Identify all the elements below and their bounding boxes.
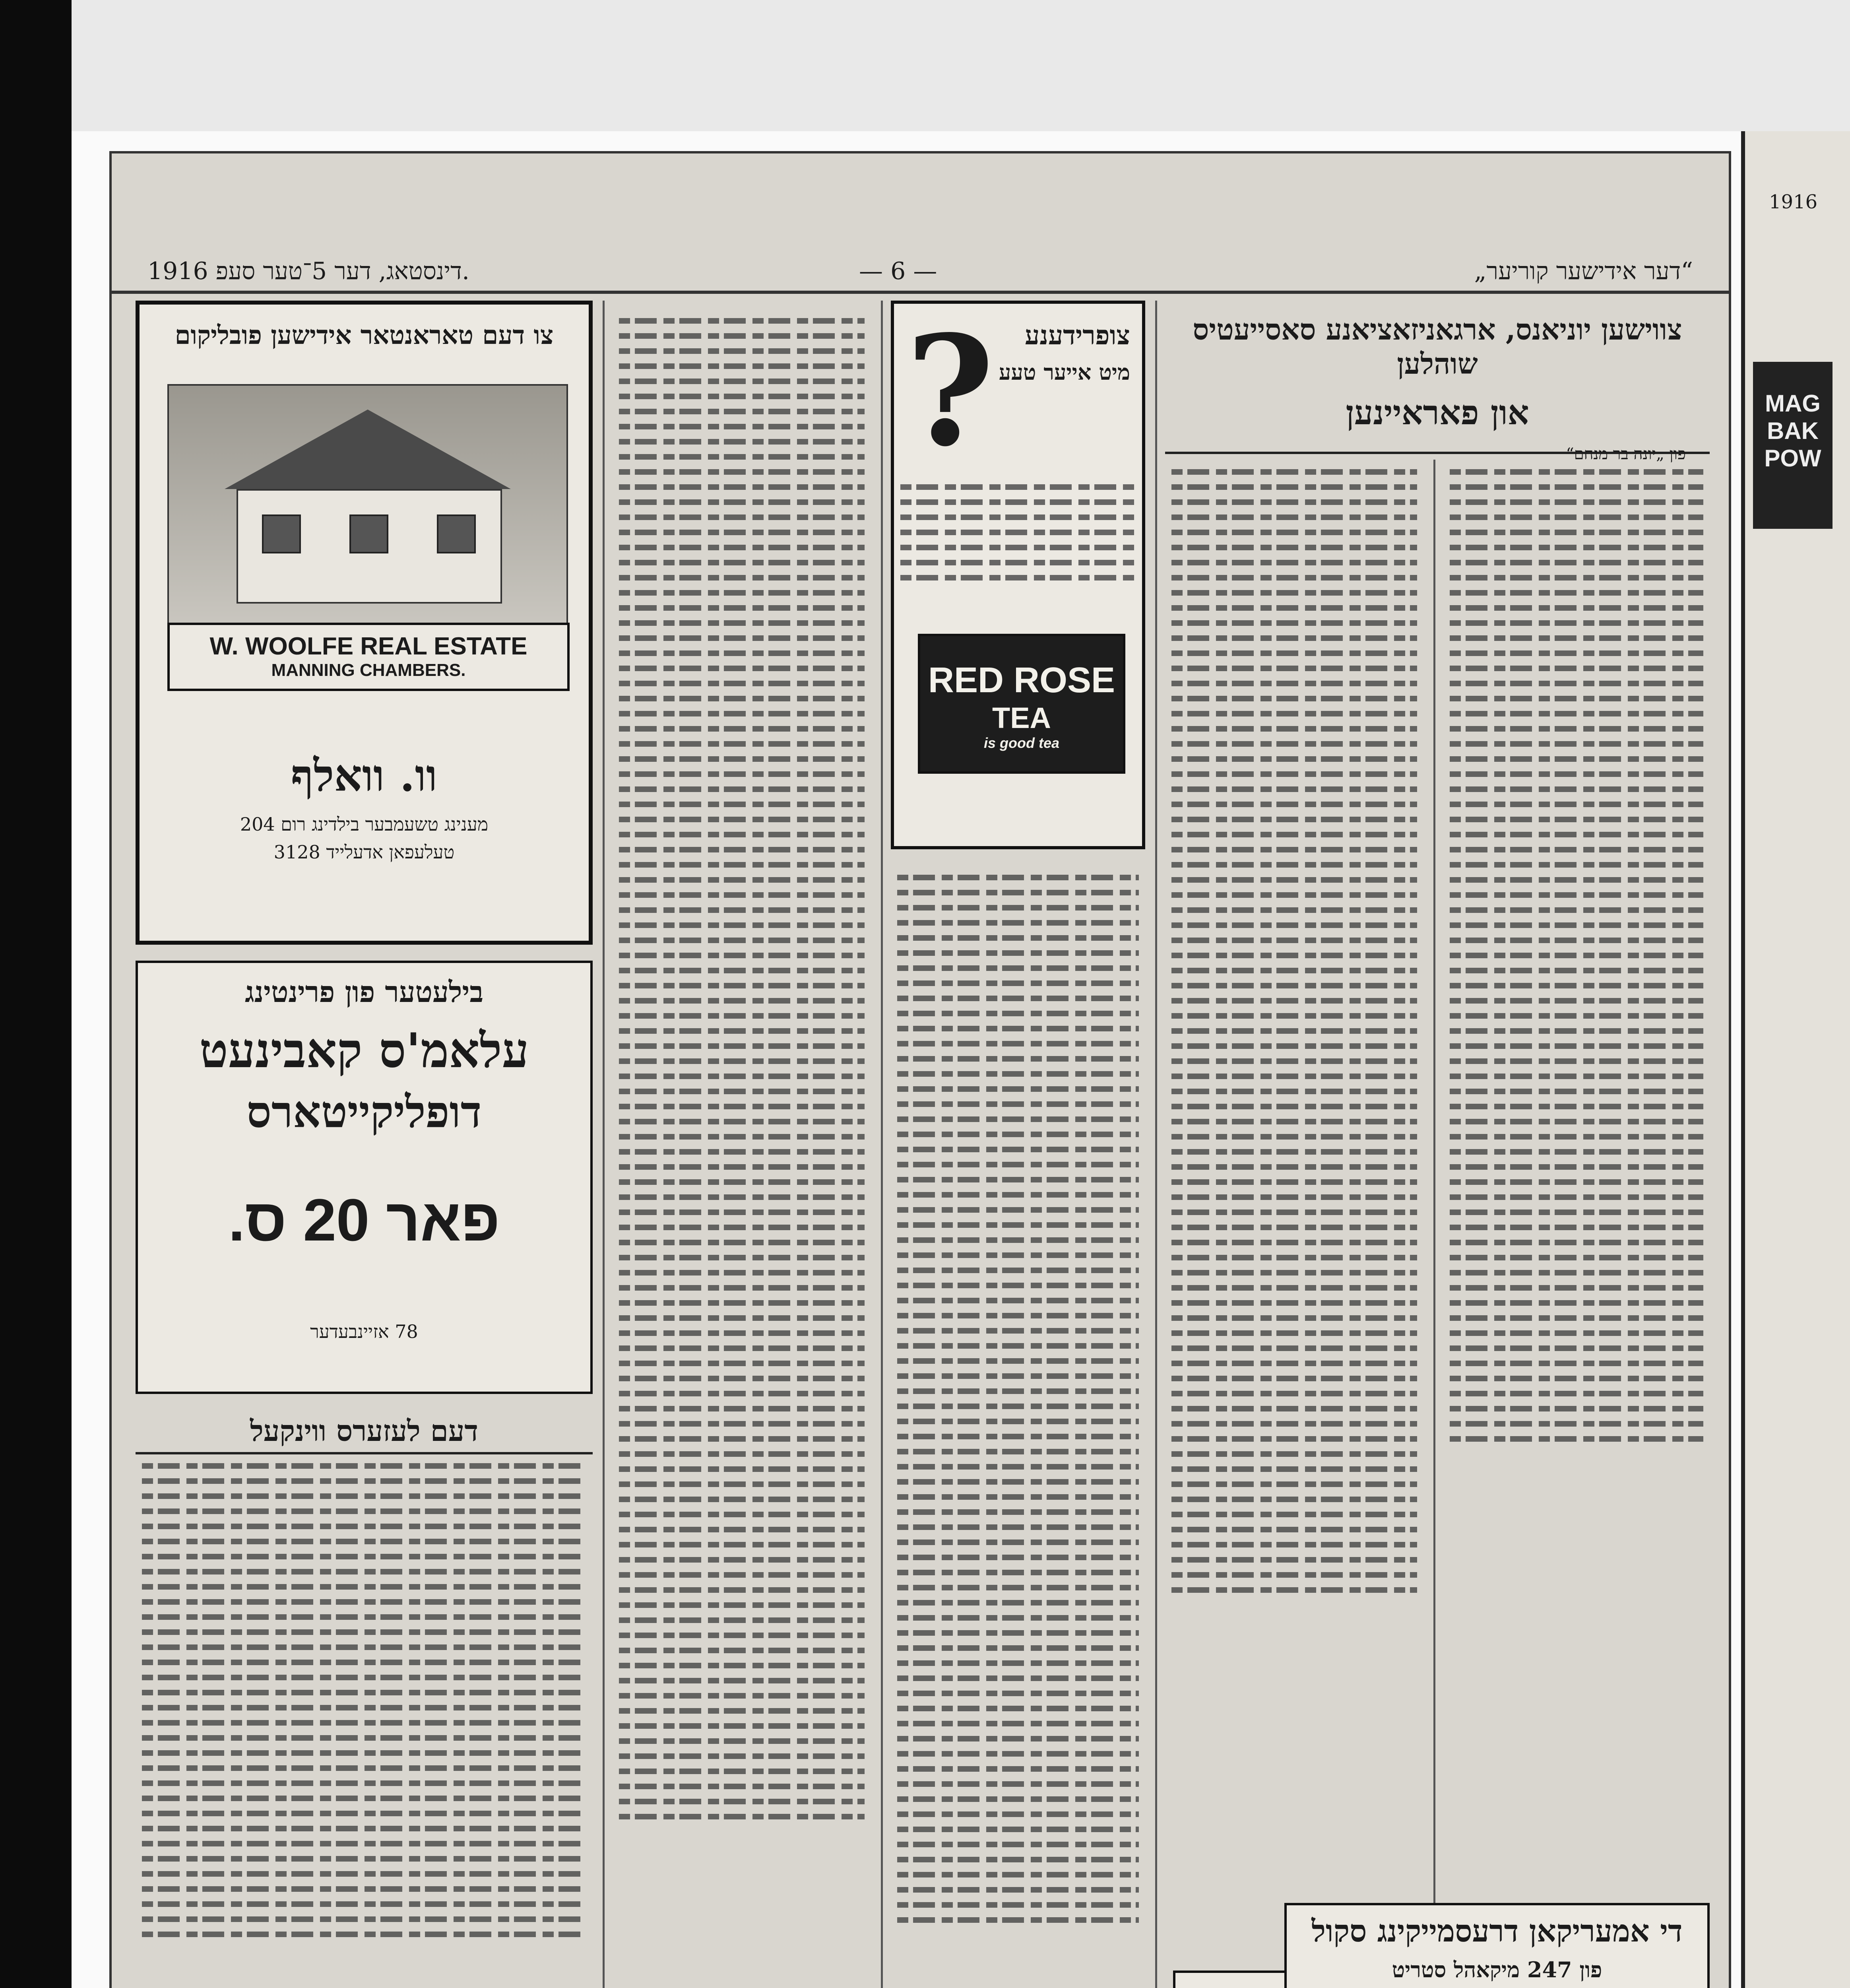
question-mark: ? xyxy=(906,302,995,480)
red-rose-brand: RED ROSE xyxy=(928,660,1115,700)
woolfe-phone: טעלעפאן אדעלייד 3128 xyxy=(273,841,455,863)
adjacent-ad-line1: MAG xyxy=(1765,390,1821,417)
article-text xyxy=(1165,460,1423,1602)
scanner-top-margin xyxy=(0,0,1850,131)
red-rose-slogan: is good tea xyxy=(983,735,1060,751)
school-old-address: פון 247 מיקאהל סטריט xyxy=(1392,1957,1602,1982)
header-date: 1916 דינסטאג, דער 5־טער סעפ. xyxy=(147,257,470,285)
column-rule xyxy=(603,301,605,1988)
column-ads-left xyxy=(136,301,593,1988)
woolfe-sign xyxy=(167,623,570,691)
main-headline: צווישען יוניאנס, ארגאניזאציאנע סאסייעטיס שוהלען xyxy=(1193,313,1682,381)
column-article-3 xyxy=(891,301,1145,1988)
newspaper-page xyxy=(109,151,1731,1988)
column-article-2 xyxy=(613,301,871,1988)
article-text xyxy=(613,309,871,1829)
duplicator-product-line2: דופליקייטארס xyxy=(246,1086,482,1138)
house-illustration xyxy=(167,384,568,626)
house-wall xyxy=(237,489,502,604)
red-rose-heading: צופרידענע xyxy=(1025,320,1130,351)
readers-corner xyxy=(136,1410,593,1454)
scanner-left-edge xyxy=(0,0,72,1988)
column-article-5 xyxy=(1443,460,1710,1988)
column-rule xyxy=(1433,460,1435,1988)
red-rose-tea: TEA xyxy=(992,701,1051,734)
column-rule xyxy=(1155,301,1157,1988)
main-headline-block xyxy=(1165,301,1710,463)
adjacent-ad-line3: POW xyxy=(1764,445,1821,472)
red-rose-subheading: מיט אייער טעע xyxy=(999,359,1130,385)
red-rose-package xyxy=(918,634,1125,774)
adjacent-ad-line2: BAK xyxy=(1767,417,1819,444)
woolfe-name: וו. וואלף xyxy=(291,750,438,801)
article-text xyxy=(891,865,1145,1932)
woolfe-sign-name: W. WOOLFE REAL ESTATE xyxy=(209,633,527,660)
adjacent-page-edge xyxy=(1741,131,1850,1988)
red-rose-ad xyxy=(891,301,1145,849)
house-window xyxy=(437,514,476,553)
woolfe-ad-heading: צו דעם טאראנטאר אידישען פובליקום xyxy=(175,320,554,350)
byline: פון „יונה בר מנחם“ xyxy=(1566,445,1686,463)
house-roof xyxy=(225,410,511,489)
column-article-4 xyxy=(1165,460,1423,1988)
adjacent-baking-powder-ad xyxy=(1753,362,1833,529)
dressmaking-school-ad xyxy=(1284,1903,1710,1988)
duplicator-price: פאר 20 ס. xyxy=(228,1186,500,1253)
adjacent-year: 1916 xyxy=(1769,191,1818,213)
header-page-number: — 6 — xyxy=(859,257,937,285)
house-window xyxy=(262,514,301,553)
main-headline-line2: און פאראיינען xyxy=(1346,393,1529,432)
duplicator-address: 78 אזיינבעדער xyxy=(310,1321,418,1342)
house-window xyxy=(349,514,388,553)
readers-corner-heading: דעם לעזערס ווינקעל xyxy=(136,1410,593,1454)
duplicator-heading: בילעטער פון פרינטינג xyxy=(244,975,484,1009)
red-rose-text xyxy=(894,475,1142,590)
column-rule xyxy=(881,301,883,1988)
header-masthead: „דער אידישער קוריער“ xyxy=(1474,257,1693,285)
woolfe-ad xyxy=(136,301,593,945)
readers-corner-text xyxy=(136,1454,593,1947)
woolfe-address: מענינג טשעמבער בילדינג רום 204 xyxy=(240,813,489,835)
woolfe-sign-building: MANNING CHAMBERS. xyxy=(271,660,466,680)
page-header xyxy=(112,255,1729,294)
article-text xyxy=(1443,460,1710,1451)
duplicator-product: עלאמ'ס קאבינעט xyxy=(199,1023,529,1079)
duplicator-ad xyxy=(136,961,593,1394)
school-heading: די אמעריקאן דרעסמייקינג סקול xyxy=(1311,1913,1683,1949)
